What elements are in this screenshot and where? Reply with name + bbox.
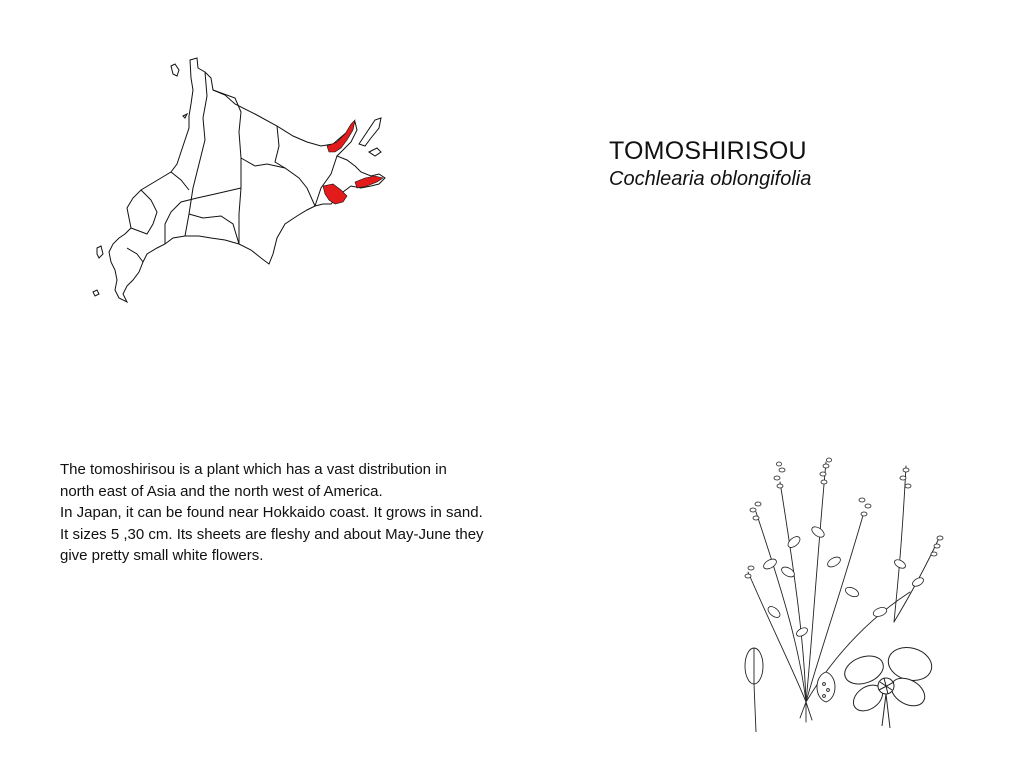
- species-description: [60, 459, 560, 567]
- common-name: TOMOSHIRISOU: [609, 137, 807, 165]
- description-line: give pretty small white flowers.: [60, 547, 264, 564]
- description-line: It sizes 5 ,30 cm. Its sheets are fleshy and about May-June they: [60, 525, 484, 543]
- distribution-shiretoko: [327, 120, 355, 152]
- species-title-block: [609, 136, 811, 192]
- plant-illustration: [734, 452, 946, 740]
- hokkaido-distribution-map: [85, 48, 390, 306]
- description-line: In Japan, it can be found near Hokkaido coast. It grows in sand.: [60, 504, 483, 521]
- scientific-name: Cochlearia oblongifolia: [609, 168, 812, 190]
- description-line: north east of Asia and the north west of America.: [60, 482, 383, 500]
- description-line: The tomoshirisou is a plant which has a vast distribution in: [60, 461, 447, 478]
- distribution-kushiro: [323, 184, 347, 204]
- hokkaido-outline: [109, 58, 385, 302]
